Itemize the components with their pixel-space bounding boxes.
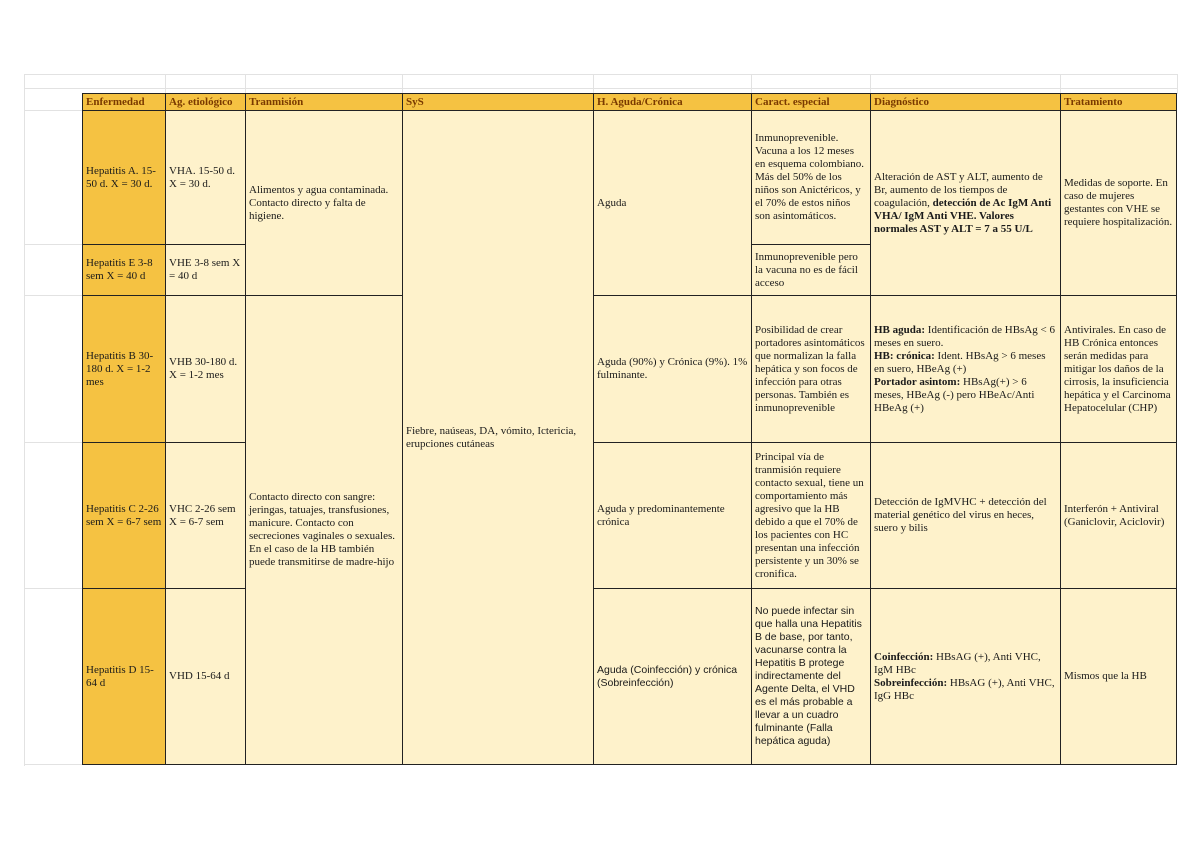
treatment-hd <box>1060 588 1177 765</box>
agent-vha <box>165 110 246 245</box>
diagnosis-bold: Coinfección: <box>874 650 934 663</box>
feature-hb <box>751 295 871 443</box>
diagnosis-bold: detección de Ac IgM Anti VHA/ IgM Anti VHE. Valores normales AST y ALT = 7 a 55 U/L <box>874 196 1052 235</box>
header-diagnostico: Diagnóstico <box>870 93 1061 111</box>
disease-label: Hepatitis B 30-180 d. X = 1-2 mes <box>86 349 154 388</box>
course-text: Aguda <box>597 196 627 209</box>
agent-label: VHA. 15-50 d. X = 30 d. <box>169 164 235 190</box>
agent-label: VHB 30-180 d. X = 1-2 mes <box>169 356 238 381</box>
treatment-text: Medidas de soporte. En caso de mujeres gestantes con VHE se requiere hospitalización. <box>1064 177 1173 228</box>
treatment-ae <box>1060 110 1177 296</box>
diagnosis-plain: HBsAg(+) > 6 meses, HBeAg (-) pero HBeAc/Anti HBeAg (+) <box>874 375 1035 414</box>
treatment-hc <box>1060 442 1177 589</box>
course-text: Aguda y predominantemente crónica <box>597 502 725 528</box>
diagnosis-text <box>874 171 1057 236</box>
treatment-text: Antivirales. En caso de HB Crónica entonces serán medidas para mitigar los daños de la cirrosis, la insuficiencia hepática y el Carcinoma Hepatocelular (CHP) <box>1064 323 1171 414</box>
spreadsheet <box>24 74 1178 766</box>
diagnosis-plain: Identificación de HBsAg < 6 meses en suero. <box>874 323 1055 349</box>
disease-label: Hepatitis E 3-8 sem X = 40 d <box>86 257 153 282</box>
transmission-blood <box>245 295 403 765</box>
disease-label: Hepatitis D 15-64 d <box>86 663 154 689</box>
course-text: Aguda (90%) y Crónica (9%). 1% fulminante. <box>597 356 748 381</box>
treatment-text: Interferón + Antiviral (Ganiclovir, Aciclovir) <box>1064 502 1165 528</box>
symptoms-text: Fiebre, naúseas, DA, vómito, Ictericia, erupciones cutáneas <box>406 424 577 450</box>
feature-ha <box>751 110 871 245</box>
header-caract-especial: Caract. especial <box>751 93 871 111</box>
feature-text: Principal vía de tranmisión requiere contacto sexual, tiene un comportamiento más agresivo que la HB debido a que el 70% de los pacientes con HC presentan una infección persistente y un 30% se cronifica. <box>755 450 864 580</box>
disease-hepatitis-b <box>82 295 166 443</box>
treatment-hb <box>1060 295 1177 443</box>
diagnosis-hd <box>870 588 1061 765</box>
diagnosis-plain: Alteración de AST y ALT, aumento de Br, aumento de los tiempos de coagulación, <box>874 170 1043 209</box>
header-transmision: Tranmisión <box>245 93 403 111</box>
symptoms-cell <box>402 110 594 765</box>
agent-label: VHD 15-64 d <box>169 670 230 682</box>
diagnosis-plain: HBsAG (+), Anti VHC, IgG HBc <box>874 676 1055 702</box>
disease-hepatitis-c <box>82 442 166 589</box>
agent-label: VHC 2-26 sem X = 6-7 sem <box>169 502 236 528</box>
disease-label: Hepatitis C 2-26 sem X = 6-7 sem <box>86 502 162 528</box>
course-hd <box>593 588 752 765</box>
diagnosis-hc <box>870 442 1061 589</box>
diagnosis-text: Detección de IgMVHC + detección del material genético del virus en heces, suero y bilis <box>874 496 1047 534</box>
disease-hepatitis-e <box>82 244 166 296</box>
feature-he <box>751 244 871 296</box>
diagnosis-bold: Portador asintom: <box>874 375 961 388</box>
diagnosis-bold: HB: crónica: <box>874 349 935 362</box>
course-ae <box>593 110 752 296</box>
diagnosis-bold: Sobreinfección: <box>874 676 948 689</box>
diagnosis-ae <box>870 110 1061 296</box>
header-aguda-cronica: H. Aguda/Crónica <box>593 93 752 111</box>
feature-text: Inmunoprevenible pero la vacuna no es de fácil acceso <box>755 250 858 289</box>
diagnosis-bold: HB aguda: <box>874 323 926 336</box>
course-hb <box>593 295 752 443</box>
diagnosis-plain: Ident. HBsAg > 6 meses en suero, HBeAg (+) <box>874 349 1046 375</box>
feature-text: No puede infectar sin que halla una Hepatitis B de base, por tanto, vacunarse contra la Hepatitis B protege indirectamente del Agente Delta, el VHD es el más probable a llevar a un cuadro fulminante (Falla hepática aguda) <box>755 605 862 747</box>
header-sys: SyS <box>402 93 594 111</box>
transmission-text: Alimentos y agua contaminada. Contacto directo y falta de higiene. <box>249 183 389 222</box>
diagnosis-plain: HBsAG (+), Anti VHC, IgM HBc <box>874 650 1041 676</box>
feature-hc <box>751 442 871 589</box>
feature-hd <box>751 588 871 765</box>
diagnosis-hb <box>870 295 1061 443</box>
agent-vhe <box>165 244 246 296</box>
disease-label: Hepatitis A. 15-50 d. X = 30 d. <box>86 164 156 190</box>
course-hc <box>593 442 752 589</box>
disease-hepatitis-a <box>82 110 166 245</box>
header-enfermedad: Enfermedad <box>82 93 166 111</box>
feature-text: Inmunoprevenible. Vacuna a los 12 meses en esquema colombiano. Más del 50% de los niños son Anictéricos, y el 70% de estos niños son asintomáticos. <box>755 132 865 222</box>
header-tratamiento: Tratamiento <box>1060 93 1177 111</box>
transmission-fecal-oral <box>245 110 403 296</box>
agent-vhc <box>165 442 246 589</box>
transmission-text: Contacto directo con sangre: jeringas, tatuajes, transfusiones, manicure. Contacto con secreciones vaginales o sexuales. En el caso de la HB también puede transmitirse de madre-hijo <box>249 491 395 568</box>
course-text: Aguda (Coinfección) y crónica (Sobreinfección) <box>597 663 738 689</box>
feature-text: Posibilidad de crear portadores asintomáticos que normalizan la falla hepática y son focos de infección para otras personas. También es inmunoprevenible <box>755 323 865 414</box>
agent-label: VHE 3-8 sem X = 40 d <box>169 257 241 282</box>
header-agente: Ag. etiológico <box>165 93 246 111</box>
diagnosis-text <box>874 651 1057 703</box>
treatment-text: Mismos que la HB <box>1064 670 1147 682</box>
agent-vhd <box>165 588 246 765</box>
diagnosis-text <box>874 324 1057 415</box>
disease-hepatitis-d <box>82 588 166 765</box>
agent-vhb <box>165 295 246 443</box>
